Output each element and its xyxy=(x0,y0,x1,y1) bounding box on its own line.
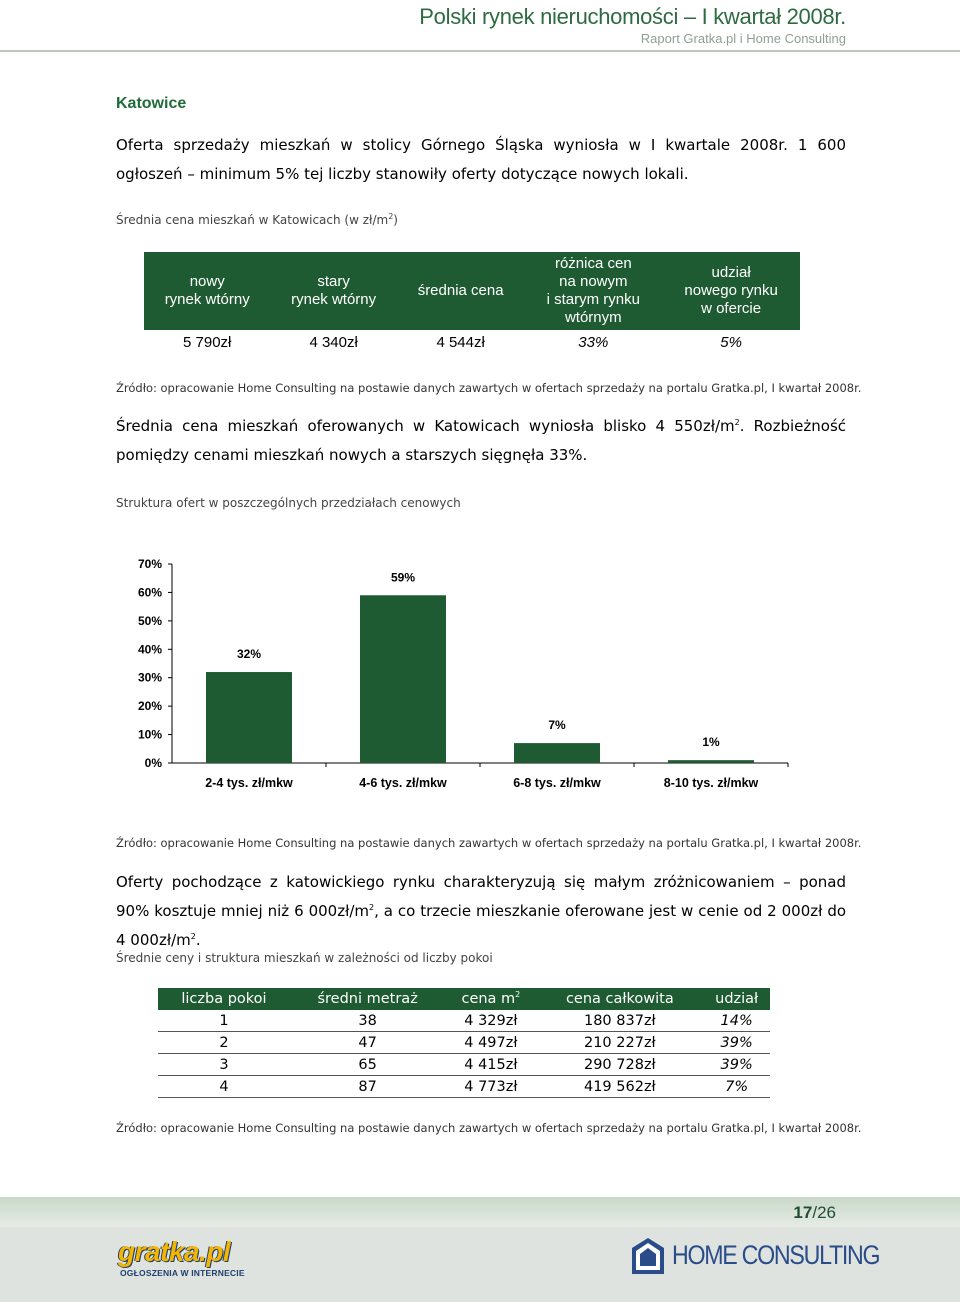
cell-share: 14% xyxy=(703,1010,770,1032)
y-tick-label: 30% xyxy=(137,670,162,685)
header-price-m2: cena $m^2$ xyxy=(445,988,536,1010)
rooms-table xyxy=(158,988,770,1098)
source-note-1: Źródło: opracowanie Home Consulting na postawie danych zawartych w ofertach sprzedaży na portalu Gratka.pl, I kwartał 2008r. xyxy=(116,381,862,395)
header-total-price: cena całkowita xyxy=(536,988,703,1010)
table-row xyxy=(144,330,800,354)
value-old-secondary: 4 340zł xyxy=(309,333,358,351)
x-category-label: 6-8 tys. zł/mkw xyxy=(513,776,601,790)
section-title: Katowice xyxy=(116,95,187,112)
y-tick-label: 0% xyxy=(144,756,162,770)
gratka-logo-text: gratka.pl xyxy=(118,1236,231,1267)
header-old-secondary: stary rynek wtórny xyxy=(270,252,396,330)
cell-rooms: 1 xyxy=(158,1010,290,1032)
home-consulting-emblem-icon xyxy=(628,1236,668,1276)
cell-share: 7% xyxy=(703,1076,770,1098)
structure-paragraph: Oferty pochodzące z katowickiego rynku charakteryzują się małym zróżnicowaniem – ponad 90% kosztuje mniej niż 6 $000zł/m^2$, a co trzecie mieszkanie oferowane jest w cenie od 2 000zł do 4 $000zł/m^2$. xyxy=(116,873,847,949)
bar-value-label: 59% xyxy=(390,570,416,585)
chart-bar xyxy=(668,760,754,763)
chart-bar xyxy=(360,595,446,763)
home-consulting-logo-text: HOME CONSULTING xyxy=(672,1240,880,1270)
cell-total: 419 562zł xyxy=(536,1076,703,1098)
cell-area: 47 xyxy=(290,1032,445,1054)
chart-bars xyxy=(206,595,754,763)
cell-price-m2: 4 415zł xyxy=(445,1054,536,1076)
cell-rooms: 2 xyxy=(158,1032,290,1054)
value-price-difference: 33% xyxy=(578,333,609,351)
header-rooms: liczba pokoi xyxy=(158,988,290,1010)
cell-area: 87 xyxy=(290,1076,445,1098)
source-note-2: Źródło: opracowanie Home Consulting na postawie danych zawartych w ofertach sprzedaży na portalu Gratka.pl, I kwartał 2008r. xyxy=(116,836,862,850)
chart-caption: Struktura ofert w poszczególnych przedziałach cenowych xyxy=(116,496,461,510)
report-subtitle: Raport Gratka.pl i Home Consulting xyxy=(640,31,846,46)
table1-caption: Średnia cena mieszkań w Katowicach (w $zł/m^2$) xyxy=(116,212,398,227)
chart-value-labels xyxy=(237,570,720,749)
cell-total: 180 837zł xyxy=(536,1010,703,1032)
cell-price-m2: 4 329zł xyxy=(445,1010,536,1032)
value-new-share: 5% xyxy=(720,333,742,351)
cell-area: 65 xyxy=(290,1054,445,1076)
chart-bar xyxy=(514,743,600,763)
header-area: średni metraż xyxy=(290,988,445,1010)
header-new-secondary: nowy rynek wtórny xyxy=(144,252,270,330)
cell-price-m2: 4 497zł xyxy=(445,1032,536,1054)
x-category-label: 8-10 tys. zł/mkw xyxy=(663,776,759,790)
x-category-label: 2-4 tys. zł/mkw xyxy=(205,776,293,790)
table-row xyxy=(158,1010,770,1032)
cell-rooms: 4 xyxy=(158,1076,290,1098)
table-row xyxy=(158,1076,770,1098)
price-structure-chart xyxy=(110,550,800,795)
chart-category-labels xyxy=(205,776,758,790)
table2-caption: Średnie ceny i struktura mieszkań w zależności od liczby pokoi xyxy=(116,951,493,965)
y-tick-label: 50% xyxy=(137,613,162,628)
chart-bar xyxy=(206,672,292,763)
table-row xyxy=(158,1054,770,1076)
y-tick-label: 40% xyxy=(137,642,162,657)
bar-value-label: 1% xyxy=(702,735,720,750)
gratka-logo[interactable] xyxy=(116,1236,246,1282)
header-share: udział xyxy=(703,988,770,1010)
header-divider xyxy=(0,50,960,52)
intro-paragraph: Oferta sprzedaży mieszkań w stolicy Górnego Śląska wyniosła w I kwartale 2008r. 1 600 ogłoszeń – minimum 5% tej liczby stanowiły oferty dotyczące nowych lokali. xyxy=(116,136,846,183)
chart-y-ticks xyxy=(138,557,172,770)
report-title: Polski rynek nieruchomości – I kwartał 2008r. xyxy=(419,4,846,29)
cell-total: 290 728zł xyxy=(536,1054,703,1076)
cell-rooms: 3 xyxy=(158,1054,290,1076)
table-row xyxy=(158,1032,770,1054)
home-consulting-logo[interactable] xyxy=(628,1236,880,1276)
x-category-label: 4-6 tys. zł/mkw xyxy=(359,776,447,790)
page-number: 17/26 xyxy=(793,1203,836,1222)
header-new-share: udział nowego rynku w ofercie xyxy=(662,252,800,330)
gratka-tagline: OGŁOSZENIA W INTERNECIE xyxy=(120,1268,245,1278)
y-tick-label: 20% xyxy=(137,699,162,714)
header-average-price: średnia cena xyxy=(397,252,525,330)
value-average-price: 4 544zł xyxy=(436,333,485,351)
y-tick-label: 60% xyxy=(137,585,162,600)
bar-value-label: 32% xyxy=(236,647,262,662)
value-new-secondary: 5 790zł xyxy=(183,333,232,351)
cell-share: 39% xyxy=(703,1054,770,1076)
source-note-3: Źródło: opracowanie Home Consulting na postawie danych zawartych w ofertach sprzedaży na portalu Gratka.pl, I kwartał 2008r. xyxy=(116,1121,862,1135)
bar-value-label: 7% xyxy=(548,718,566,733)
price-paragraph: Średnia cena mieszkań oferowanych w Katowicach wyniosła blisko 4 $550zł/m^2$. Rozbieżność pomiędzy cenami mieszkań nowych a starszych sięgnęła 33%. xyxy=(116,417,847,464)
cell-area: 38 xyxy=(290,1010,445,1032)
average-price-table xyxy=(144,252,800,354)
cell-share: 39% xyxy=(703,1032,770,1054)
header-price-difference: różnica cen na nowym i starym rynku wtórnym xyxy=(524,252,662,330)
cell-price-m2: 4 773zł xyxy=(445,1076,536,1098)
cell-total: 210 227zł xyxy=(536,1032,703,1054)
y-tick-label: 10% xyxy=(137,727,162,742)
y-tick-label: 70% xyxy=(137,557,162,571)
